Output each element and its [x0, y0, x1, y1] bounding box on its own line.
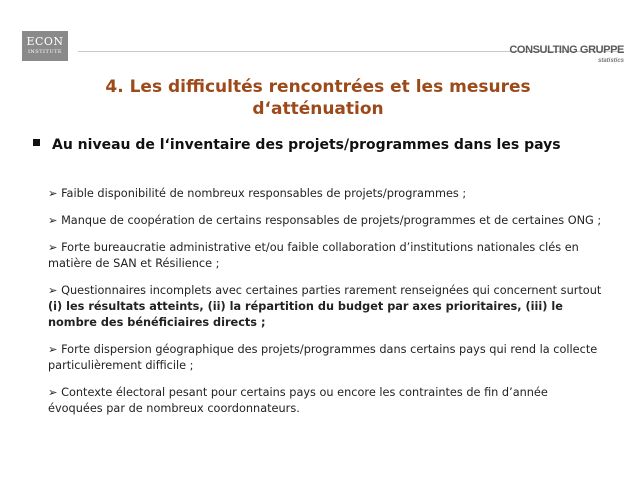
list-item — [48, 240, 603, 272]
arrow-bullet-icon: ➢ — [48, 187, 58, 200]
arrow-bullet-icon: ➢ — [48, 343, 58, 356]
slide-title-line-1: 4. Les difficultés rencontrées et les mesures — [105, 77, 531, 97]
brand-name: CONSULTING GRUPPE — [509, 44, 624, 56]
logo-main-text: ECON — [26, 35, 64, 48]
list-item-bold-text: (i) les résultats atteints, (ii) la répartition du budget par axes prioritaires, (iii) le nombre des bénéficiaires directs ; — [48, 300, 563, 329]
list-item-text: Forte bureaucratie administrative et/ou faible collaboration d’institutions nationales clés en matière de SAN et Résilience ; — [48, 241, 579, 270]
arrow-bullet-icon: ➢ — [48, 284, 58, 297]
list-item — [48, 342, 603, 374]
arrow-bullet-icon: ➢ — [48, 241, 58, 254]
list-item-text: Manque de coopération de certains responsables de projets/programmes et de certaines ONG ; — [61, 214, 602, 227]
arrow-bullet-icon: ➢ — [48, 214, 58, 227]
list-item-text: Questionnaires incomplets avec certaines parties rarement renseignées qui concernent surtout — [61, 284, 602, 297]
logo-sub-text: INSTITUTE — [27, 49, 63, 55]
list-item — [48, 385, 603, 417]
list-item-text: Forte dispersion géographique des projets/programmes dans certains pays qui rend la collecte particulièrement difficile ; — [48, 343, 598, 372]
list-item — [48, 283, 603, 331]
arrow-bullet-icon: ➢ — [48, 386, 58, 399]
brand-tagline: statistics — [597, 58, 624, 64]
square-bullet-icon — [33, 139, 40, 146]
list-item — [48, 213, 603, 229]
difficulty-list — [48, 186, 603, 428]
slide-title-line-2: d‘atténuation — [252, 99, 384, 119]
econ-logo — [22, 31, 68, 61]
list-item-text: Faible disponibilité de nombreux responsables de projets/programmes ; — [61, 187, 467, 200]
slide-title — [80, 76, 556, 120]
list-item-text: Contexte électoral pesant pour certains pays ou encore les contraintes de fin d’année évoquées par de nombreux coordonnateurs. — [48, 386, 548, 415]
section-subheading: Au niveau de l‘inventaire des projets/programmes dans les pays — [52, 137, 561, 153]
list-item — [48, 186, 603, 202]
